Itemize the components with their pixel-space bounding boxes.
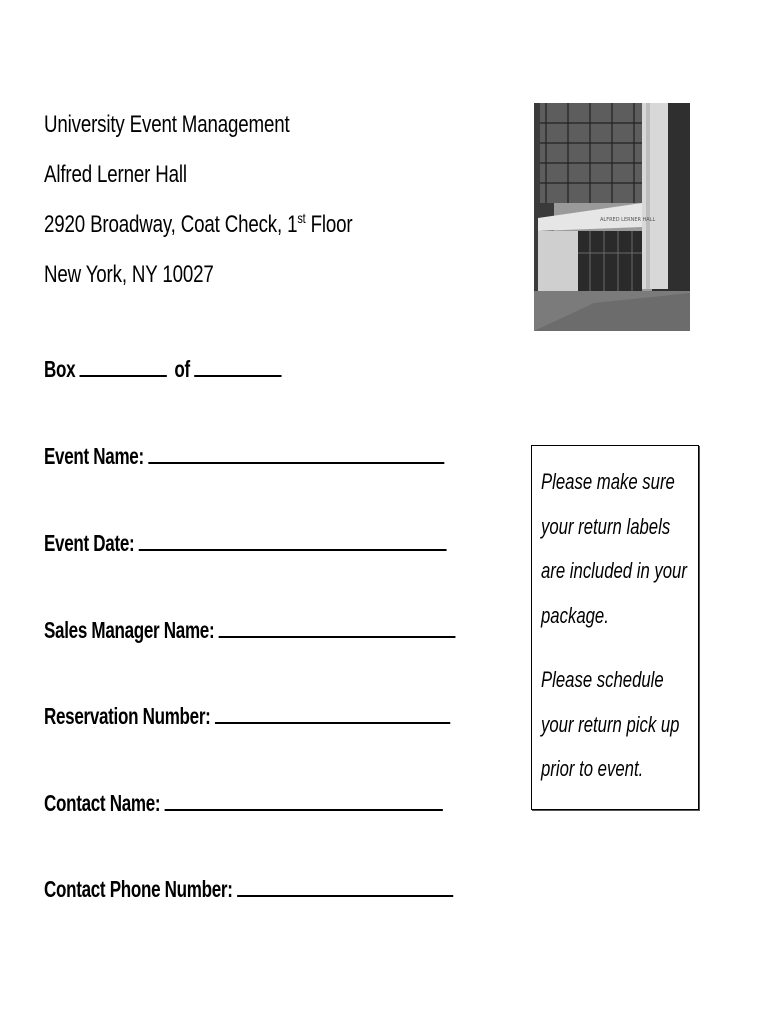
contact-phone-number-blank[interactable] bbox=[237, 875, 453, 897]
event-name-label: Event Name: bbox=[44, 443, 144, 469]
reservation-number-label: Reservation Number: bbox=[44, 703, 211, 729]
building-name: Alfred Lerner Hall bbox=[44, 161, 187, 188]
street-address: 2920 Broadway, Coat Check, 1st Floor bbox=[44, 210, 353, 238]
sales-manager-name-blank[interactable] bbox=[219, 616, 456, 638]
contact-phone-number-field bbox=[44, 875, 453, 903]
building-photo bbox=[534, 103, 690, 331]
city-state-zip: New York, NY 10027 bbox=[44, 261, 214, 288]
reservation-number-field bbox=[44, 702, 450, 730]
contact-name-blank[interactable] bbox=[165, 789, 443, 811]
return-labels-note: Please make sure your return labels are included in your package. bbox=[541, 469, 687, 628]
box-number-blank[interactable] bbox=[80, 355, 167, 377]
contact-phone-number-label: Contact Phone Number: bbox=[44, 876, 233, 902]
org-name: University Event Management bbox=[44, 111, 290, 138]
box-total-blank[interactable] bbox=[194, 355, 281, 377]
reservation-number-blank[interactable] bbox=[215, 702, 450, 724]
event-date-label: Event Date: bbox=[44, 530, 135, 556]
box-label: Box bbox=[44, 356, 76, 382]
schedule-pickup-note: Please schedule your return pick up prior to event. bbox=[541, 667, 680, 781]
box-count-line bbox=[44, 355, 282, 383]
event-name-blank[interactable] bbox=[148, 442, 444, 464]
box-of-label: of bbox=[174, 356, 190, 382]
event-date-blank[interactable] bbox=[139, 529, 447, 551]
event-date-field bbox=[44, 529, 447, 557]
sales-manager-name-field bbox=[44, 616, 456, 644]
event-name-field bbox=[44, 442, 444, 470]
instructions-box bbox=[531, 445, 699, 810]
building-sign: ALFRED LERNER HALL bbox=[600, 217, 656, 223]
building-photo-image bbox=[534, 103, 690, 331]
contact-name-field bbox=[44, 789, 443, 817]
sales-manager-name-label: Sales Manager Name: bbox=[44, 617, 215, 643]
contact-name-label: Contact Name: bbox=[44, 790, 161, 816]
address-block bbox=[44, 100, 352, 300]
